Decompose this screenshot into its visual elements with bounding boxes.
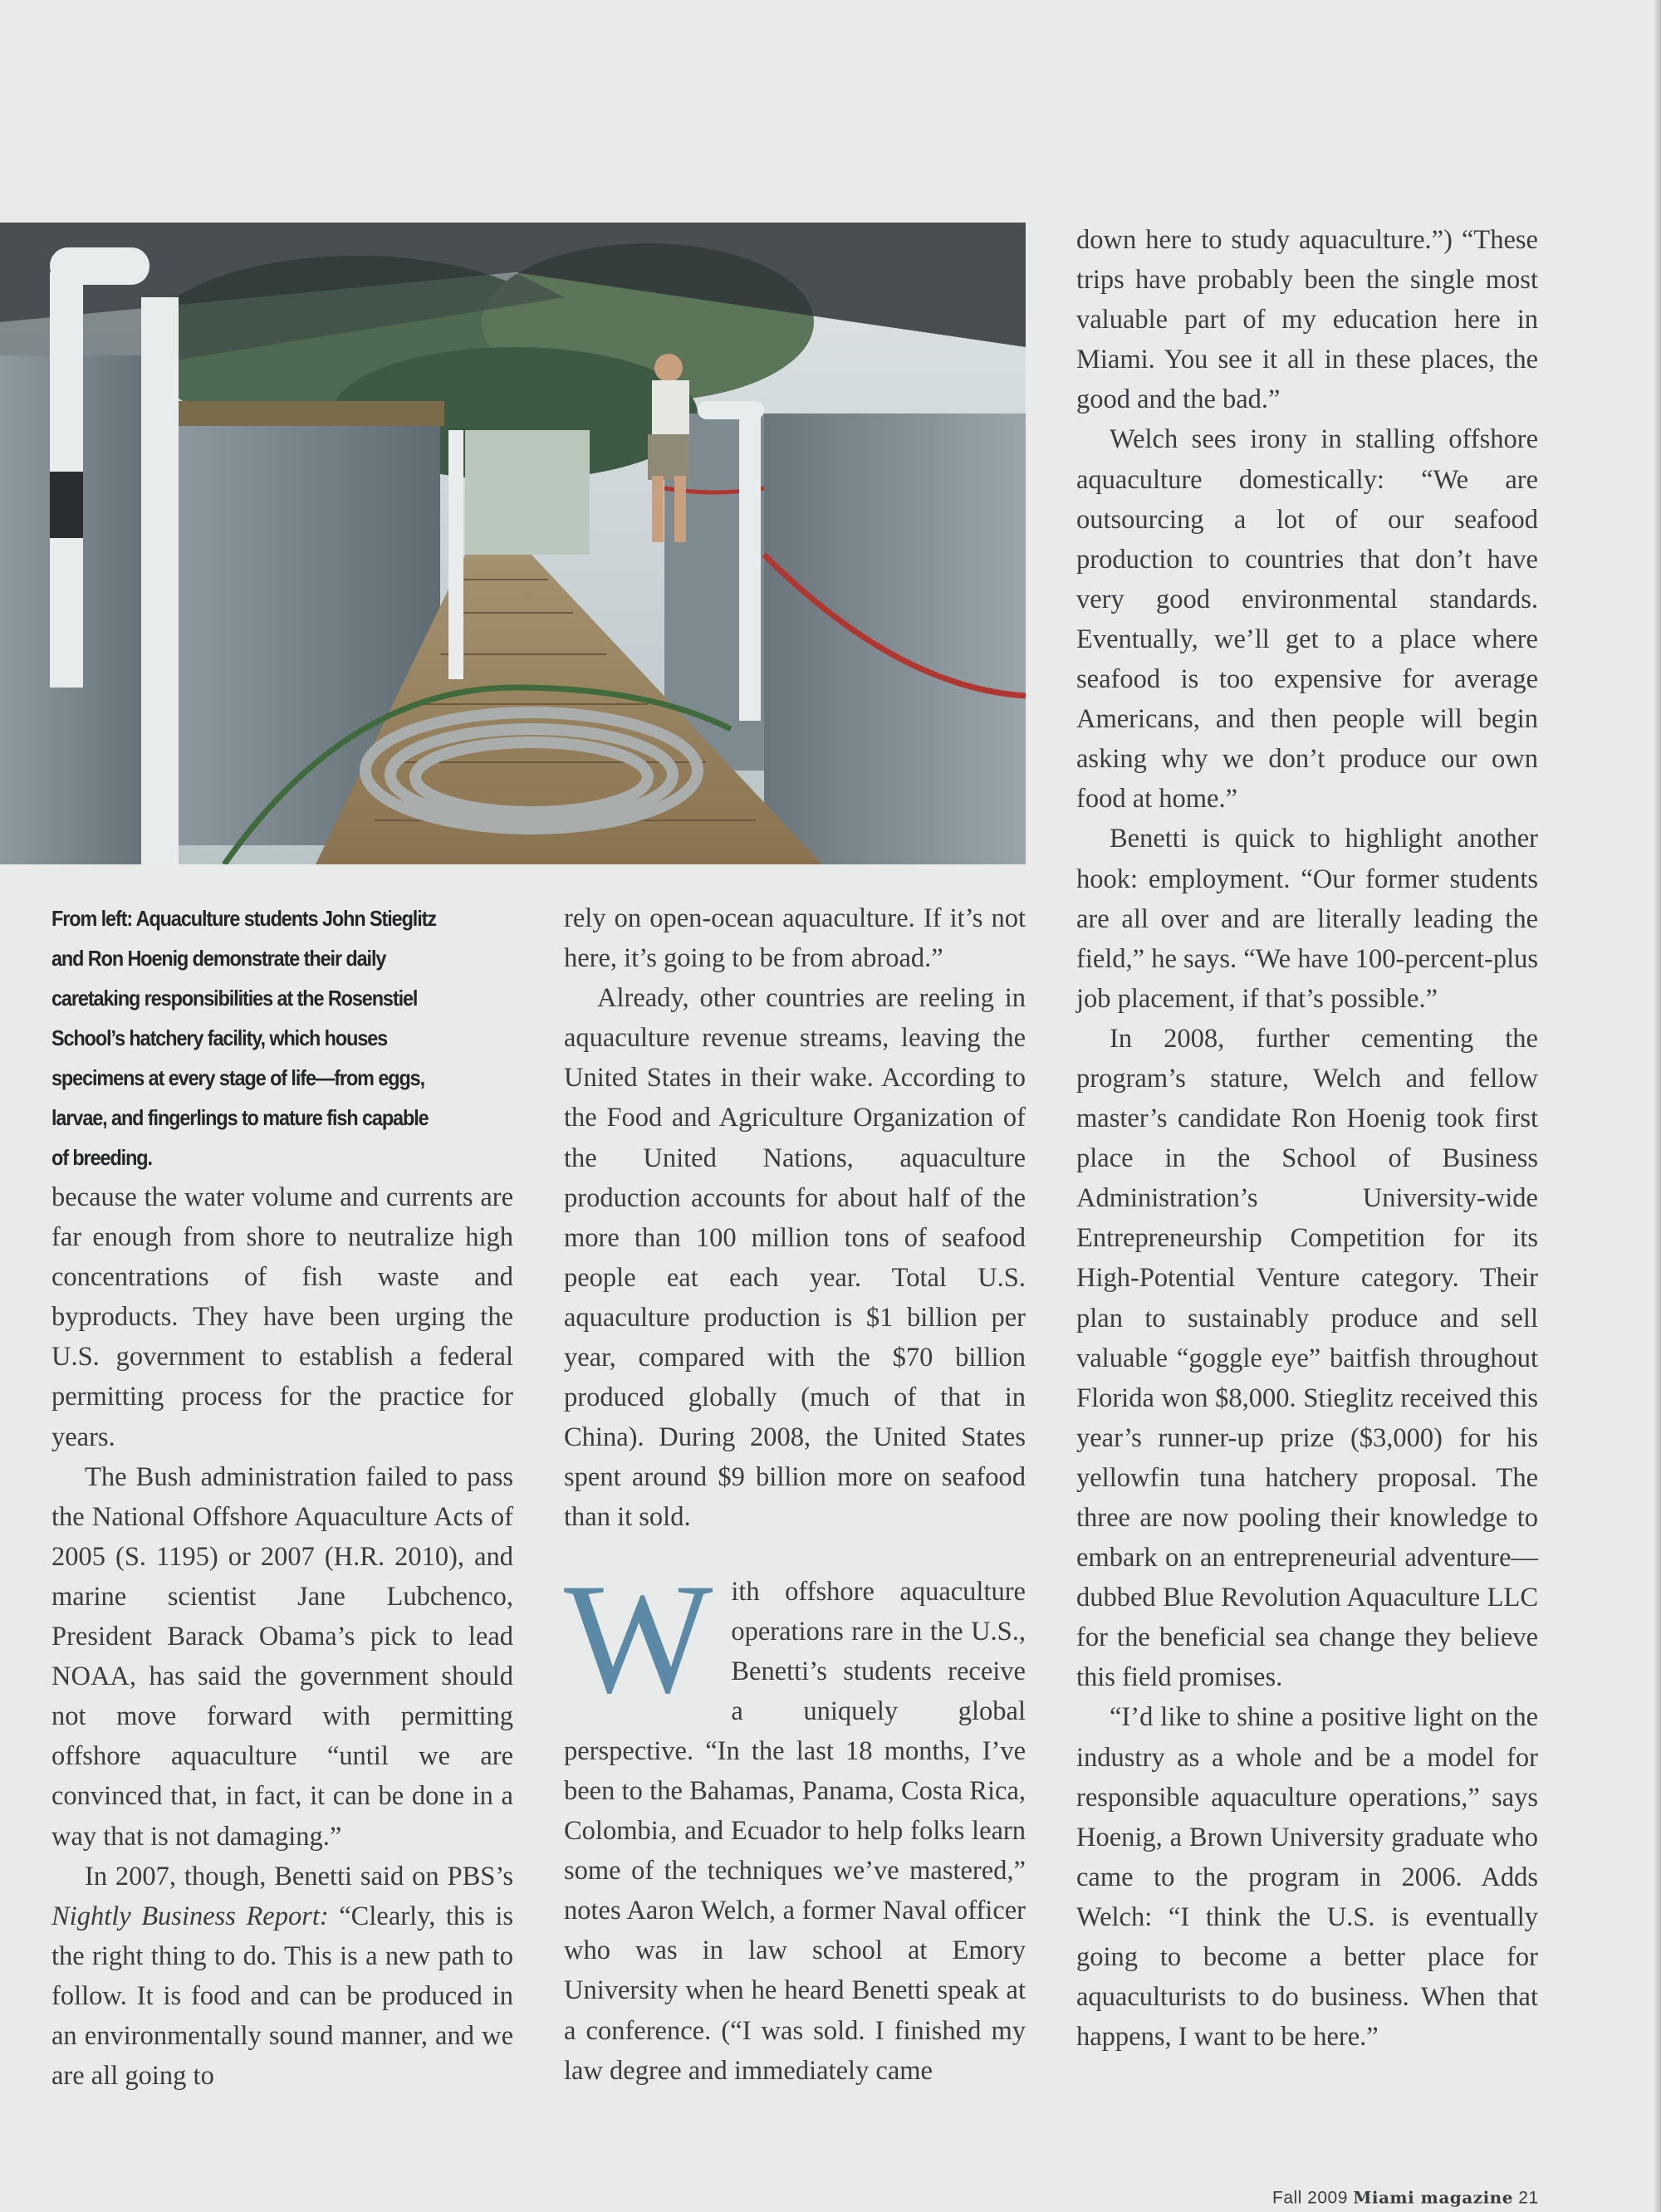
paragraph: “I’d like to shine a positive light on the industry as a whole and be a model for responsible aquaculture operations,” says Hoenig, a Brown University graduate who came to the program in 2006. Adds Welch: “I think the U.S. is eventually going to become a better place for aquaculturists to do business. When that happens, I want to be here.”: [1076, 1702, 1538, 2053]
hatchery-photo: [0, 223, 1026, 864]
paragraph: [51, 1857, 513, 2097]
show-title: Nightly Business Report:: [51, 1901, 329, 1931]
paragraph: Benetti is quick to highlight another hook: employment. “Our former students are all over and are literally leading the field,” he says. “We have 100-percent-plus job placement, if that’s possible.”: [1076, 824, 1538, 1014]
paragraph: In 2008, further cementing the program’s stature, Welch and fellow master’s candidate Ron Hoenig took first place in the School of Business Administration’s University-wide Entrepreneurship Competition for its High-Potential Venture category. Their plan to sustainably produce and sell valuable “goggle eye” baitfish throughout Florida won $8,000. Stieglitz received this year’s runner-up prize ($3,000) for his yellowfin tuna hatchery proposal. The three are now pooling their knowledge to embark on an entrepreneurial adventure—dubbed Blue Revolution Aquaculture LLC for the beneficial sea change they believe this field promises.: [1076, 1023, 1538, 1693]
photo-caption: [51, 898, 440, 1177]
paragraph: down here to study aquaculture.”) “These trips have probably been the single most valuable part of my education here in Miami. You see it all in these places, the good and the bad.”: [1076, 225, 1538, 415]
paragraph: because the water volume and currents are far enough from shore to neutralize high concentrations of fish waste and byproducts. They have been urging the U.S. government to establish a federal permitting process for the practice for years.: [51, 1182, 513, 1452]
paragraph: Welch sees irony in stalling offshore aquaculture domestically: “We are outsourcing a lot of our seafood production to countries that don’t have very good environmental standards. Eventually, we’ll get to a place where seafood is too expensive for average Americans, and then people will begin asking why we don’t produce our own food at home.”: [1076, 424, 1538, 815]
column-3: [1076, 220, 1538, 2057]
folio-page-number: 21: [1518, 2188, 1539, 2208]
paragraph: ith offshore aquaculture operations rare in the U.S., Benetti’s students receive a uniquely global perspective. “In the last 18 months, I’ve been to the Bahamas, Panama, Costa Rica, Colombia, and Ecuador to help folks learn some of the techniques we’ve mastered,” notes Aaron Welch, a former Naval officer who was in law school at Emory University when he heard Benetti speak at a conference. (“I was sold. I finished my law degree and immediately came: [564, 1576, 1026, 2086]
folio-magazine: Miami magazine: [1353, 2187, 1513, 2208]
text-run: “Clearly, this is the right thing to do. This is a new path to follow. It is food and can be produced in an environmentally sound manner, and we are all going to: [51, 1901, 514, 2092]
paragraph: rely on open-ocean aquaculture. If it’s not here, it’s going to be from abroad.”: [564, 903, 1026, 974]
text-run: In 2007, though, Benetti said on PBS’s: [85, 1861, 513, 1891]
paragraph: The Bush administration failed to pass the National Offshore Aquaculture Acts of 2005 (S. 1195) or 2007 (H.R. 2010), and marine scientist Jane Lubchenco, President Barack Obama’s pick to lead NOAA, has said the government should not move forward with permitting offshore aquaculture “until we are convinced that, in fact, it can be done in a way that is not damaging.”: [51, 1461, 513, 1852]
column-2: [564, 898, 1026, 2091]
drop-cap: W: [564, 1551, 713, 1726]
column-1: [51, 1177, 513, 2096]
page-edge-shadow: [1654, 0, 1661, 2212]
paragraph: Already, other countries are reeling in aquaculture revenue streams, leaving the United States in their wake. According to the Food and Agriculture Organization of the United Nations, aquaculture production accounts for about half of the more than 100 million tons of seafood people eat each year. Total U.S. aquaculture production is $1 billion per year, compared with the $70 billion produced globally (much of that in China). During 2008, the United States spent around $9 billion more on seafood than it sold.: [564, 983, 1026, 1533]
dropcap-paragraph: [564, 1551, 1026, 2091]
caption-text: From left: Aquaculture students John Stieglitz and Ron Hoenig demonstrate their daily caretaking responsibilities at the Rosenstiel School’s hatchery facility, which houses specimens at every stage of life—from eggs, larvae, and fingerlings to mature fish capable of breeding.: [51, 906, 436, 1170]
page-folio: [1272, 2188, 1539, 2209]
folio-season: Fall 2009: [1272, 2188, 1348, 2208]
